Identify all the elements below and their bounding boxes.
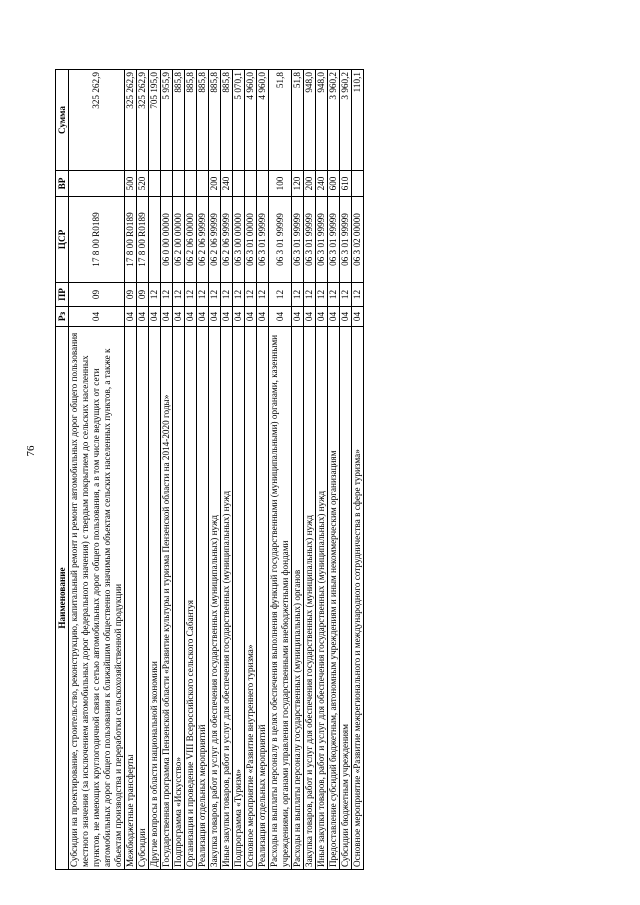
table-row bbox=[149, 70, 161, 870]
cell-rz: 04 bbox=[257, 307, 269, 327]
cell-pr: 12 bbox=[304, 283, 316, 307]
cell-name: Реализация отдельных мероприятий bbox=[257, 327, 269, 870]
table-row bbox=[69, 70, 125, 870]
cell-name: Расходы на выплаты персоналу в целях обеспечения выполнения функций государственными (муниципальными) органами, казенными учреждениями, органами управления государственными внебюджетными фондами bbox=[269, 327, 292, 870]
table-row bbox=[185, 70, 197, 870]
cell-pr: 12 bbox=[328, 283, 340, 307]
table-row bbox=[137, 70, 149, 870]
cell-rz: 04 bbox=[137, 307, 149, 327]
cell-sum: 5 070,1 bbox=[233, 70, 245, 171]
cell-csr: 06 3 01 99999 bbox=[292, 197, 304, 283]
header-csr: ЦСР bbox=[56, 197, 69, 283]
cell-sum: 51,8 bbox=[292, 70, 304, 171]
cell-vr bbox=[197, 171, 209, 197]
cell-sum: 885,8 bbox=[197, 70, 209, 171]
cell-sum: 325 262,9 bbox=[137, 70, 149, 171]
cell-csr: 06 2 00 00000 bbox=[173, 197, 185, 283]
table-row bbox=[304, 70, 316, 870]
cell-vr: 240 bbox=[221, 171, 233, 197]
cell-sum: 4 960,0 bbox=[257, 70, 269, 171]
cell-vr: 600 bbox=[328, 171, 340, 197]
table-row bbox=[328, 70, 340, 870]
cell-rz: 04 bbox=[161, 307, 173, 327]
cell-csr: 06 2 06 99999 bbox=[197, 197, 209, 283]
table-row bbox=[245, 70, 257, 870]
cell-rz: 04 bbox=[292, 307, 304, 327]
cell-csr: 06 3 01 99999 bbox=[316, 197, 328, 283]
header-rz: Рз bbox=[56, 307, 69, 327]
cell-csr: 06 3 02 00000 bbox=[352, 197, 364, 283]
cell-csr: 06 3 01 99999 bbox=[304, 197, 316, 283]
cell-vr: 610 bbox=[340, 171, 352, 197]
cell-rz: 04 bbox=[316, 307, 328, 327]
cell-vr: 500 bbox=[125, 171, 137, 197]
cell-rz: 04 bbox=[209, 307, 221, 327]
cell-pr: 12 bbox=[173, 283, 185, 307]
cell-vr bbox=[69, 171, 125, 197]
cell-pr: 09 bbox=[125, 283, 137, 307]
cell-name: Расходы на выплаты персоналу государственных (муниципальных) органов bbox=[292, 327, 304, 870]
table-row bbox=[209, 70, 221, 870]
cell-rz: 04 bbox=[328, 307, 340, 327]
cell-name: Закупка товаров, работ и услуг для обеспечения государственных (муниципальных) нужд bbox=[304, 327, 316, 870]
table-header-row bbox=[56, 70, 69, 870]
cell-vr bbox=[245, 171, 257, 197]
cell-name: Иные закупки товаров, работ и услуг для обеспечения государственных (муниципальных) нужд bbox=[316, 327, 328, 870]
cell-rz: 04 bbox=[304, 307, 316, 327]
cell-rz: 04 bbox=[69, 307, 125, 327]
cell-sum: 325 262,9 bbox=[69, 70, 125, 171]
cell-name: Предоставление субсидий бюджетным, автономным учреждениям и иным некоммерческим организациям bbox=[328, 327, 340, 870]
cell-pr: 12 bbox=[292, 283, 304, 307]
cell-rz: 04 bbox=[125, 307, 137, 327]
header-pr: ПР bbox=[56, 283, 69, 307]
cell-pr: 12 bbox=[209, 283, 221, 307]
cell-pr: 12 bbox=[257, 283, 269, 307]
cell-name: Основное мероприятие «Развитие межрегионального и международного сотрудничества в сфере туризма» bbox=[352, 327, 364, 870]
cell-name: Подпрограмма «Туризм» bbox=[233, 327, 245, 870]
cell-sum: 325 262,9 bbox=[125, 70, 137, 171]
cell-vr: 100 bbox=[269, 171, 292, 197]
cell-name: Основное мероприятие «Развитие внутреннего туризма» bbox=[245, 327, 257, 870]
cell-pr: 12 bbox=[221, 283, 233, 307]
cell-sum: 948,0 bbox=[316, 70, 328, 171]
table-row bbox=[269, 70, 292, 870]
table-row bbox=[125, 70, 137, 870]
cell-rz: 04 bbox=[269, 307, 292, 327]
cell-name: Межбюджетные трансферты bbox=[125, 327, 137, 870]
cell-name: Закупка товаров, работ и услуг для обеспечения государственных (муниципальных) нужд bbox=[209, 327, 221, 870]
cell-rz: 04 bbox=[352, 307, 364, 327]
cell-sum: 885,8 bbox=[185, 70, 197, 171]
table-row bbox=[340, 70, 352, 870]
cell-vr bbox=[352, 171, 364, 197]
cell-rz: 04 bbox=[245, 307, 257, 327]
cell-pr: 12 bbox=[161, 283, 173, 307]
cell-name: Организация и проведение VIII Всероссийского сельского Сабантуя bbox=[185, 327, 197, 870]
cell-csr: 06 3 01 99999 bbox=[269, 197, 292, 283]
cell-pr: 12 bbox=[185, 283, 197, 307]
cell-rz: 04 bbox=[173, 307, 185, 327]
cell-vr bbox=[233, 171, 245, 197]
cell-name: Субсидии на проектирование, строительство, реконструкцию, капитальный ремонт и ремонт автомобильных дорог общего пользования местного значения (за исключением автомобильных дорог федерального значения) с твердым покрытием до сельских населенных пунктов, не имеющих круглогодичной связи с сетью автомобильных дорог общего пользования, а в том числе ведущих от сети автомобильных дорог общего пользования к ближайшим общественно значимым объектам сельских населенных пунктов, а также к объектам производства и переработки сельскохозяйственной продукции bbox=[69, 327, 125, 870]
header-vr: ВР bbox=[56, 171, 69, 197]
cell-csr: 06 3 00 00000 bbox=[233, 197, 245, 283]
cell-sum: 885,8 bbox=[173, 70, 185, 171]
cell-vr: 520 bbox=[137, 171, 149, 197]
rotated-page bbox=[55, 70, 615, 870]
table-row bbox=[292, 70, 304, 870]
cell-vr: 200 bbox=[304, 171, 316, 197]
table-row bbox=[161, 70, 173, 870]
cell-sum: 5 955,9 bbox=[161, 70, 173, 171]
cell-rz: 04 bbox=[185, 307, 197, 327]
cell-sum: 885,8 bbox=[209, 70, 221, 171]
cell-csr: 06 0 00 00000 bbox=[161, 197, 173, 283]
cell-name: Реализация отдельных мероприятий bbox=[197, 327, 209, 870]
cell-vr: 200 bbox=[209, 171, 221, 197]
cell-sum: 4 960,0 bbox=[245, 70, 257, 171]
cell-rz: 04 bbox=[233, 307, 245, 327]
cell-csr: 17 8 00 R0189 bbox=[69, 197, 125, 283]
cell-pr: 12 bbox=[245, 283, 257, 307]
cell-vr: 240 bbox=[316, 171, 328, 197]
cell-sum: 705 195,0 bbox=[149, 70, 161, 171]
table-row bbox=[221, 70, 233, 870]
cell-csr: 17 8 00 R0189 bbox=[125, 197, 137, 283]
cell-name: Государственная программа Пензенской области «Развитие культуры и туризма Пензенской области на 2014-2020 годы» bbox=[161, 327, 173, 870]
cell-pr: 12 bbox=[352, 283, 364, 307]
cell-csr: 06 3 01 99999 bbox=[257, 197, 269, 283]
header-name: Наименование bbox=[56, 327, 69, 870]
cell-csr bbox=[149, 197, 161, 283]
cell-vr bbox=[257, 171, 269, 197]
cell-sum: 885,8 bbox=[221, 70, 233, 171]
cell-pr: 09 bbox=[69, 283, 125, 307]
cell-sum: 948,0 bbox=[304, 70, 316, 171]
cell-vr bbox=[185, 171, 197, 197]
cell-sum: 110,1 bbox=[352, 70, 364, 171]
cell-vr bbox=[149, 171, 161, 197]
table-row bbox=[257, 70, 269, 870]
cell-pr: 12 bbox=[233, 283, 245, 307]
cell-rz: 04 bbox=[221, 307, 233, 327]
cell-csr: 06 2 06 99999 bbox=[221, 197, 233, 283]
cell-pr: 12 bbox=[269, 283, 292, 307]
table-row bbox=[316, 70, 328, 870]
cell-rz: 04 bbox=[197, 307, 209, 327]
cell-pr: 12 bbox=[149, 283, 161, 307]
cell-vr: 120 bbox=[292, 171, 304, 197]
budget-table bbox=[55, 69, 364, 870]
cell-rz: 04 bbox=[340, 307, 352, 327]
cell-pr: 12 bbox=[340, 283, 352, 307]
cell-vr bbox=[161, 171, 173, 197]
cell-pr: 09 bbox=[137, 283, 149, 307]
cell-sum: 51,8 bbox=[269, 70, 292, 171]
header-sum: Сумма bbox=[56, 70, 69, 171]
page-number: 76 bbox=[25, 445, 37, 457]
cell-csr: 06 3 01 99999 bbox=[340, 197, 352, 283]
cell-name: Другие вопросы в области национальной экономики bbox=[149, 327, 161, 870]
cell-csr: 06 2 06 99999 bbox=[209, 197, 221, 283]
cell-sum: 3 960,2 bbox=[340, 70, 352, 171]
cell-csr: 06 2 06 00000 bbox=[185, 197, 197, 283]
table-row bbox=[197, 70, 209, 870]
cell-vr bbox=[173, 171, 185, 197]
cell-sum: 3 960,2 bbox=[328, 70, 340, 171]
cell-pr: 12 bbox=[316, 283, 328, 307]
cell-pr: 12 bbox=[197, 283, 209, 307]
cell-name: Иные закупки товаров, работ и услуг для обеспечения государственных (муниципальных) нужд bbox=[221, 327, 233, 870]
cell-csr: 06 3 01 99999 bbox=[328, 197, 340, 283]
cell-name: Субсидии бюджетным учреждениям bbox=[340, 327, 352, 870]
table-row bbox=[352, 70, 364, 870]
cell-csr: 06 3 01 00000 bbox=[245, 197, 257, 283]
cell-rz: 04 bbox=[149, 307, 161, 327]
cell-name: Субсидии bbox=[137, 327, 149, 870]
cell-csr: 17 8 00 R0189 bbox=[137, 197, 149, 283]
table-row bbox=[173, 70, 185, 870]
table-row bbox=[233, 70, 245, 870]
cell-name: Подпрограмма «Искусство» bbox=[173, 327, 185, 870]
